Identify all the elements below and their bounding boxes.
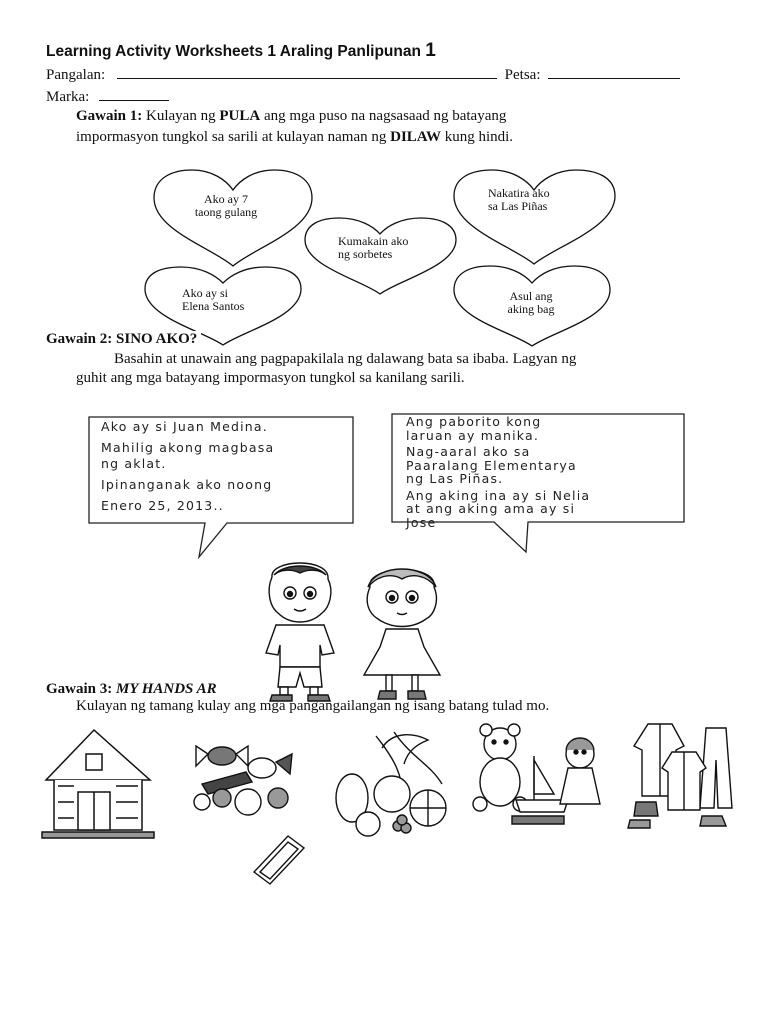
- boy-line: ng aklat.: [101, 456, 167, 471]
- gawain1-text-c: impormasyon tungkol sa sarili at kulayan naman ng: [76, 129, 387, 145]
- gawain1-instructions: [76, 106, 636, 148]
- gawain1-text-b: ang mga puso na nagsasaad ng batayang: [263, 108, 507, 124]
- gawain2-title: SINO AKO?: [116, 331, 198, 347]
- girl-line: Jose: [406, 514, 437, 530]
- date-label: Petsa:: [504, 67, 541, 83]
- gawain3-heading: [46, 681, 217, 698]
- fruits-picture[interactable]: [332, 728, 462, 838]
- heart-2[interactable]: [452, 168, 617, 266]
- girl-line: Nag-aaral ako sa: [406, 444, 531, 459]
- gawain3-title: MY HANDS AR: [116, 681, 217, 697]
- heart-2-text: Nakatira ako sa Las Piñas: [488, 186, 550, 213]
- boy-line: Ipinanganak ako noong: [101, 477, 273, 492]
- candies-picture[interactable]: [182, 738, 297, 820]
- gawain3-label: Gawain 3:: [46, 681, 113, 697]
- toys-picture[interactable]: [472, 720, 610, 832]
- girl-line: Ang paborito kong: [406, 414, 542, 429]
- heart-1-text: Ako ay 7 taong gulang: [194, 192, 258, 219]
- girl-line: Paaralang Elementarya: [406, 457, 577, 473]
- girl-line: Ang aking ina ay si Nelia: [406, 487, 591, 503]
- gawain1-text-a: Kulayan ng: [146, 108, 216, 124]
- gawain3-instructions: Kulayan ng tamang kulay ang mga pangangailangan ng isang batang tulad mo.: [76, 698, 550, 714]
- title-text: Learning Activity Worksheets 1 Araling Panlipunan: [46, 43, 421, 60]
- heart-4-text: Ako ay si Elena Santos: [182, 286, 245, 313]
- boy-line: Enero 25, 2013..: [101, 498, 224, 513]
- girl-bubble-text: [406, 415, 590, 529]
- gawain1-text-d: kung hindi.: [444, 129, 514, 145]
- boy-line: Ako ay si Juan Medina.: [101, 419, 268, 434]
- heart-5-text: Asul ang aking bag: [507, 289, 555, 316]
- yellow-word: DILAW: [390, 129, 441, 145]
- girl-illustration: [352, 557, 452, 703]
- name-row: [46, 64, 680, 84]
- score-row: [46, 86, 169, 106]
- heart-3-text: Kumakain ako ng sorbetes: [338, 234, 409, 261]
- gawain2-label: Gawain 2:: [46, 331, 113, 347]
- name-label: Pangalan:: [46, 67, 106, 83]
- gawain2-instr-1: Basahin at unawain ang pagpapakilala ng dalawang bata sa ibaba. Lagyan ng: [114, 351, 577, 367]
- boy-illustration: [250, 555, 350, 703]
- girl-line: at ang aking ama ay si: [406, 501, 576, 516]
- date-field[interactable]: [548, 64, 680, 79]
- gawain1-label: Gawain 1:: [76, 108, 143, 124]
- score-label: Marka:: [46, 89, 90, 105]
- clothes-picture[interactable]: [622, 720, 740, 832]
- boy-bubble-text: [101, 419, 274, 514]
- title-number: 1: [425, 40, 436, 61]
- gawain2-instr-2: guhit ang mga batayang impormasyon tungkol sa kanilang sarili.: [76, 370, 465, 386]
- girl-line: laruan ay manika.: [406, 427, 540, 443]
- girl-line: ng Las Piñas.: [406, 471, 504, 486]
- boy-line: Mahilig akong magbasa: [101, 440, 275, 455]
- gawain2-instructions: [76, 350, 696, 388]
- worksheet-title: [46, 40, 436, 62]
- red-word: PULA: [219, 108, 261, 124]
- cellphone-picture[interactable]: [248, 832, 308, 888]
- house-picture[interactable]: [38, 722, 158, 840]
- score-field[interactable]: [99, 86, 169, 101]
- name-field[interactable]: [117, 64, 497, 79]
- gawain2-heading: [46, 331, 201, 348]
